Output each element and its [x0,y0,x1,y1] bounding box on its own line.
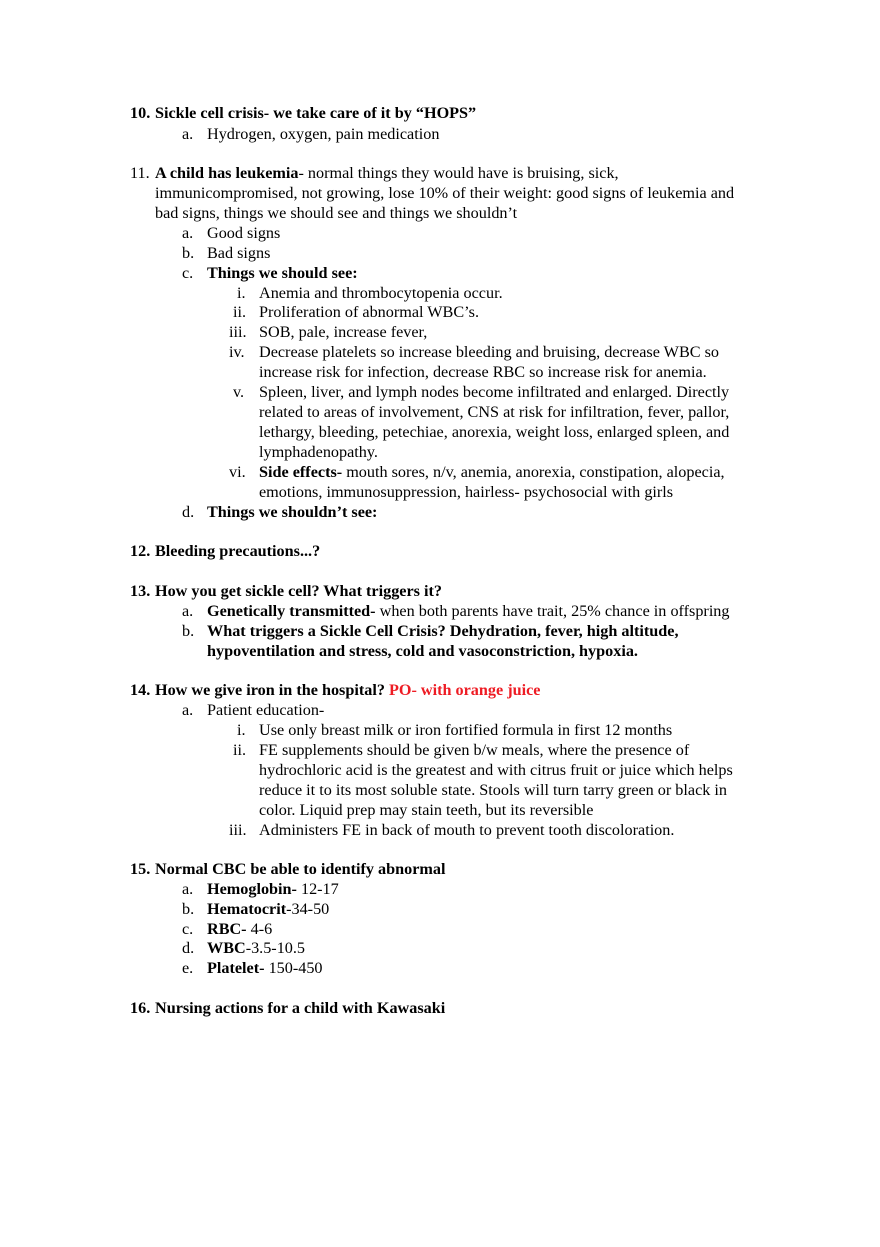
q14-aiii-text: Administers FE in back of mouth to prevent tooth discoloration. [259,821,675,839]
q15-c-marker: c. [182,920,194,938]
q13-b-line1: What triggers a Sickle Cell Crisis? Dehydration, fever, high altitude, [207,622,679,640]
q11-c-text: Things we should see: [207,264,358,282]
q11-b-marker: b. [182,244,195,262]
q10-a-text: Hydrogen, oxygen, pain medication [207,125,440,143]
cbc-label: Platelet- [207,959,265,977]
q11-cvi-marker: vi. [229,463,246,481]
q11-cv-line2: related to areas of involvement, CNS at risk for infiltration, fever, pallor, [259,403,730,421]
q14-answer: PO- with orange juice [388,681,541,699]
q11-cvi-rest: mouth sores, n/v, anemia, anorexia, constipation, alopecia, [342,463,725,481]
q11-civ-marker: iv. [229,343,245,361]
q13-title: How you get sickle cell? What triggers it? [155,582,442,600]
q14-number: 14. [130,681,151,699]
cbc-value: 12-17 [296,880,339,898]
q16-number: 16. [130,999,151,1017]
q14-aii-marker: ii. [233,741,247,759]
q14-aii-line1: FE supplements should be given b/w meals, where the presence of [259,741,690,759]
q11-cvi-bold: Side effects- [259,463,343,481]
q13-b-marker: b. [182,622,195,640]
cbc-label: Hematocrit [207,900,287,918]
q13-number: 13. [130,582,151,600]
q14-ai-marker: i. [237,721,246,739]
q11-d-text: Things we shouldn’t see: [207,503,378,521]
q11-ciii-text: SOB, pale, increase fever, [259,323,428,341]
q11-b-text: Bad signs [207,244,271,262]
q11-civ-line2: increase risk for infection, decrease RBC so increase risk for anemia. [259,363,707,381]
q11-title-rest: - normal things they would have is bruising, sick, [298,164,619,182]
q11-number: 11. [130,164,150,182]
q11-a-text: Good signs [207,224,281,242]
cbc-label: WBC [207,939,246,957]
list-item [207,958,323,978]
cbc-value: -3.5-10.5 [245,939,306,957]
q14-aiii-marker: iii. [229,821,247,839]
q13-b-line2: hypoventilation and stress, cold and vasoconstriction, hypoxia. [207,642,638,660]
q11-ci-text: Anemia and thrombocytopenia occur. [259,284,503,302]
cbc-label: Hemoglobin- [207,880,297,898]
cbc-value: 150-450 [264,959,323,977]
q12-number: 12. [130,542,151,560]
q14-a-text: Patient education- [207,701,325,719]
q11-d-marker: d. [182,503,195,521]
q14-aii-line4: color. Liquid prep may stain teeth, but its reversible [259,801,594,819]
q15-a-marker: a. [182,880,194,898]
q11-title-line2: immunicompromised, not growing, lose 10% of their weight: good signs of leukemia and [155,184,735,202]
q11-ci-marker: i. [237,284,246,302]
q11-a-marker: a. [182,224,194,242]
q10-a-marker: a. [182,125,194,143]
q11-cvi-line2: emotions, immunosuppression, hairless- psychosocial with girls [259,483,674,501]
q11-title-line1 [155,163,619,183]
q14-aii-line2: hydrochloric acid is the greatest and with citrus fruit or juice which helps [259,761,733,779]
q11-title-bold: A child has leukemia [155,164,299,182]
list-item [207,899,329,919]
q13-a-marker: a. [182,602,194,620]
q16-title: Nursing actions for a child with Kawasaki [155,999,446,1017]
q14-a-marker: a. [182,701,194,719]
q15-title: Normal CBC be able to identify abnormal [155,860,446,878]
q14-aii-line3: reduce it to its most soluble state. Stools will turn tarry green or black in [259,781,727,799]
q15-number: 15. [130,860,151,878]
q10-title: Sickle cell crisis- we take care of it by “HOPS” [155,104,477,122]
q11-c-marker: c. [182,264,194,282]
list-item [207,919,272,939]
q11-civ-line1: Decrease platelets so increase bleeding and bruising, decrease WBC so [259,343,719,361]
q11-cii-text: Proliferation of abnormal WBC’s. [259,303,479,321]
q14-title-line [155,680,541,700]
q15-e-marker: e. [182,959,194,977]
q13-a-rest: when both parents have trait, 25% chance in offspring [375,602,730,620]
q11-cii-marker: ii. [233,303,247,321]
q11-cvi-line1 [259,462,725,482]
q11-ciii-marker: iii. [229,323,247,341]
list-item [207,879,339,899]
q15-b-marker: b. [182,900,195,918]
list-item [207,938,305,958]
q10-number: 10. [130,104,151,122]
q11-cv-line4: lymphadenopathy. [259,443,378,461]
q15-d-marker: d. [182,939,195,957]
cbc-value: 4-6 [246,920,273,938]
q14-ai-text: Use only breast milk or iron fortified formula in first 12 months [259,721,673,739]
q14-title: How we give iron in the hospital? [155,681,389,699]
cbc-label: RBC- [207,920,247,938]
cbc-value: -34-50 [286,900,330,918]
q13-a-line [207,601,730,621]
q11-cv-line3: lethargy, bleeding, petechiae, anorexia, weight loss, enlarged spleen, and [259,423,730,441]
q13-a-bold: Genetically transmitted- [207,602,376,620]
q11-cv-line1: Spleen, liver, and lymph nodes become infiltrated and enlarged. Directly [259,383,730,401]
q12-title: Bleeding precautions...? [155,542,321,560]
q11-cv-marker: v. [233,383,245,401]
q11-title-line3: bad signs, things we should see and things we shouldn’t [155,204,518,222]
